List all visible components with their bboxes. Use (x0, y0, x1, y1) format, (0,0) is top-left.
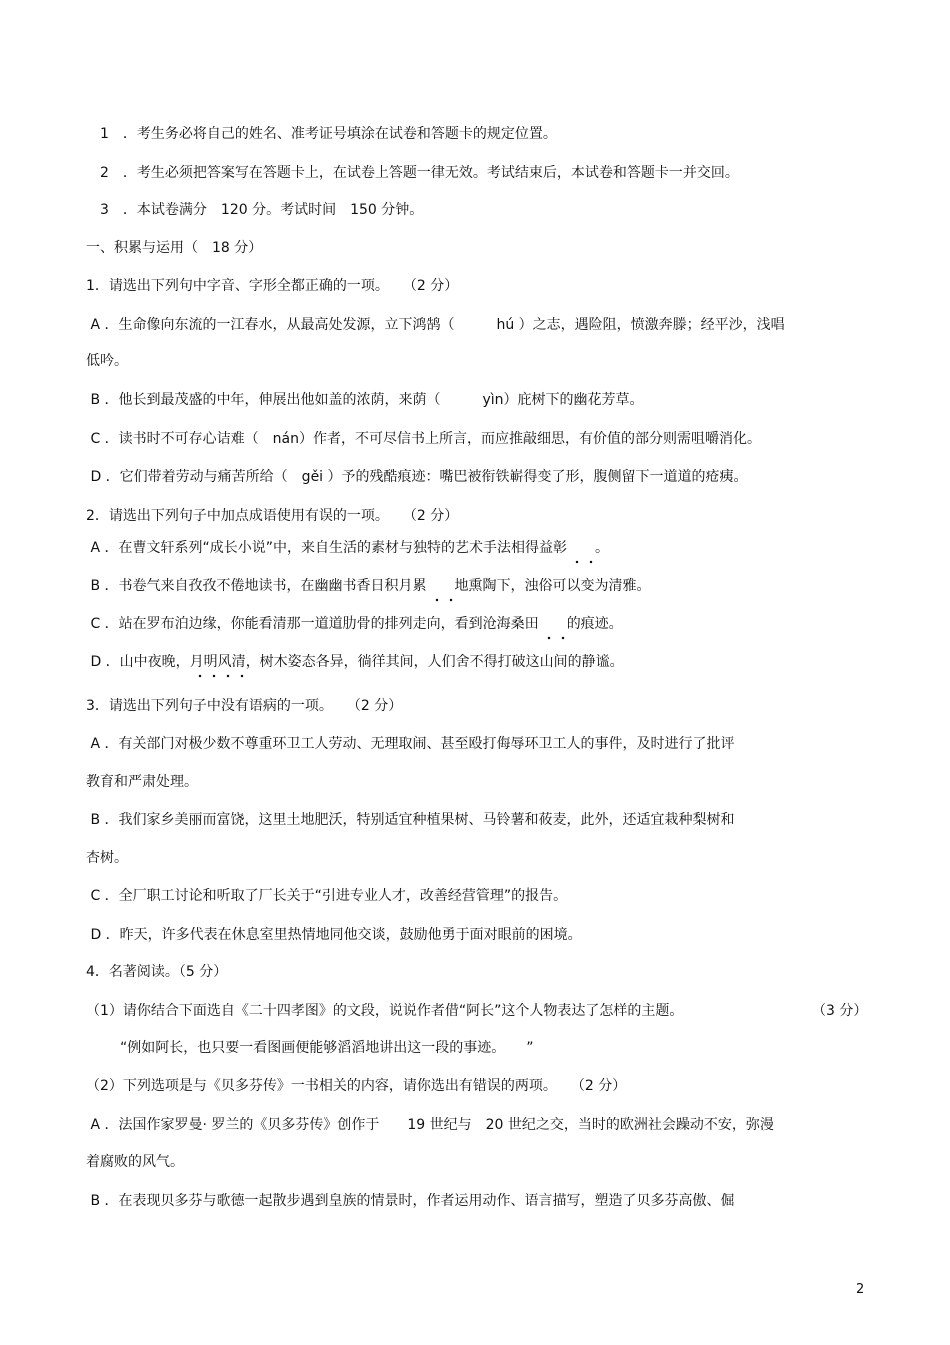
option-b-line1: B ．在表现贝多芬与歌德一起散步遇到皇族的情景时，作者运用动作、语言描写，塑造了贝多芬高傲、倔 (86, 1193, 735, 1209)
option-d-text: D ．山中夜晚， (86, 654, 190, 670)
option-b-line1: B ．我们家乡美丽而富饶，这里土地肥沃，特别适宜种植果树、马铃薯和莜麦，此外，还适宜栽种梨树和 (86, 812, 735, 828)
option-b-line2: 杏树。 (86, 850, 128, 866)
note-1: 1 ．考生务必将自己的姓名、准考证号填涂在试卷和答题卡的规定位置。 (100, 126, 557, 142)
option-b (86, 577, 651, 595)
note-2: 2 ．考生必须把答案写在答题卡上，在试卷上答题一律无效。考试结束后，本试卷和答题卡一并交回。 (100, 165, 739, 181)
option-b-text: B ．书卷气来自孜孜不倦地读书，在幽幽书香日积月累 (86, 578, 427, 594)
option-a-line1: A ．生命像向东流的一江春水，从最高处发源，立下鸿鹄（ hú ）之志，遇险阻，愤激奔滕；经平沙，浅唱 (86, 317, 785, 333)
option-d-end: ，树木姿态各异，徜徉其间，人们舍不得打破这山间的静谧。 (245, 654, 624, 670)
option-a-line1: A ．法国作家罗曼· 罗兰的《贝多芬传》创作于 19 世纪与 20 世纪之交，当时的欧洲社会躁动不安，弥漫 (86, 1117, 774, 1133)
emphasized-idiom: 月明风清 (189, 654, 246, 670)
emphasis-dots (427, 577, 455, 595)
option-a-text: A ．在曹文轩系列“成长小说”中，来自生活的素材与独特的艺术手法相得益彰 (86, 540, 567, 556)
question-stem: 1．请选出下列句中字音、字形全都正确的一项。 （2 分） (86, 278, 459, 294)
option-c: C ．全厂职工讨论和听取了厂长关于“引进专业人才，改善经营管理”的报告。 (86, 888, 568, 904)
option-a-end: 。 (594, 540, 609, 556)
option-c-text: C ．站在罗布泊边缘，你能看清那一道道肋骨的排列走向，看到沧海桑田 (86, 616, 539, 632)
option-d (86, 653, 624, 671)
option-a-line2: 教育和严肃处理。 (86, 774, 198, 790)
option-b: B ．他长到最茂盛的中年，伸展出他如盖的浓荫，来荫（ yìn）庇树下的幽花芳草。 (86, 392, 644, 408)
sub-question-2: （2）下列选项是与《贝多芬传》一书相关的内容，请你选出有错误的两项。 （2 分） (86, 1078, 627, 1094)
emphasis-dots (539, 615, 567, 633)
option-a (86, 539, 609, 557)
option-c-end: 的痕迹。 (566, 616, 623, 632)
option-c (86, 615, 623, 633)
note-3: 3 ．本试卷满分 120 分。考试时间 150 分钟。 (100, 202, 424, 218)
option-a-line2: 着腐败的风气。 (86, 1154, 184, 1170)
question-stem: 4．名著阅读。（5 分） (86, 964, 228, 980)
option-d: D ．它们带着劳动与痛苦所给（ gěi ）予的残酷痕迹：嘴巴被衔铁嶄得变了形，腹侧留下一道道的疮痍。 (86, 469, 748, 485)
sub-question-1-score: （3 分） (812, 1003, 868, 1019)
question-stem: 3．请选出下列句子中没有语病的一项。 （2 分） (86, 698, 403, 714)
page-number: 2 (856, 1282, 865, 1297)
option-d: D ．昨天，许多代表在休息室里热情地同他交谈，鼓励他勇于面对眼前的困境。 (86, 927, 582, 943)
option-c: C ．读书时不可存心诘难（ nán）作者，不可尽信书上所言，而应推敲细思，有价值的部分则需咀嚼消化。 (86, 431, 761, 447)
option-a-line2: 低吟。 (86, 353, 128, 369)
section-heading: 一、积累与运用（ 18 分） (86, 240, 263, 256)
option-a-line1: A ．有关部门对极少数不尊重环卫工人劳动、无理取闹、甚至殴打侮辱环卫工人的事件，及时进行了批评 (86, 736, 735, 752)
question-stem: 2．请选出下列句子中加点成语使用有误的一项。 （2 分） (86, 508, 459, 524)
quoted-passage: “例如阿长，也只要一看图画便能够滔滔地讲出这一段的事迹。 ” (120, 1040, 534, 1056)
option-b-end: 地熏陶下，浊俗可以变为清雅。 (454, 578, 651, 594)
sub-question-1: （1）请你结合下面选自《二十四孝图》的文段，说说作者借“阿长”这个人物表达了怎样的主题。 (86, 1003, 684, 1019)
emphasis-dots (567, 539, 595, 557)
